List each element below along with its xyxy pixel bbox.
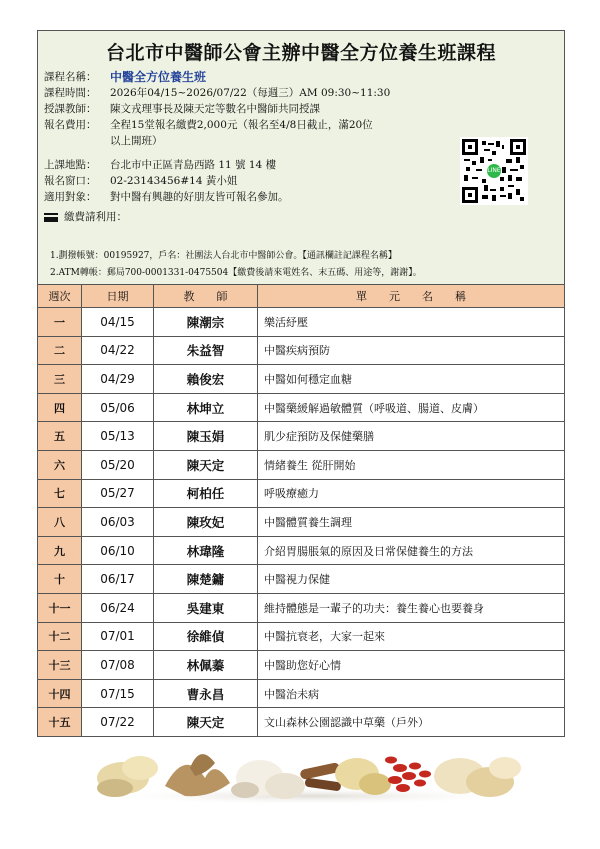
date-cell: 07/01 [82, 622, 154, 651]
place-label: 上課地點： [44, 159, 97, 171]
payment-line-1: 1.劃撥帳號：00195927，戶名：社團法人台北市中醫師公會。【通訊欄註記課程名稱】 [50, 251, 397, 261]
week-cell: 十二 [38, 622, 82, 651]
table-row [38, 365, 565, 394]
qr-finder-top-left [462, 139, 478, 155]
time-label: 課程時間： [44, 87, 97, 99]
table-row [38, 422, 565, 451]
qr-finder-bottom-left [462, 187, 478, 203]
table-row [38, 622, 565, 651]
table-row [38, 479, 565, 508]
qr-finder-top-right [510, 139, 526, 155]
teacher-cell: 陳玉娟 [154, 422, 258, 451]
table-row [38, 508, 565, 537]
table-row [38, 336, 565, 365]
teacher-cell: 林佩蓁 [154, 651, 258, 680]
week-cell: 九 [38, 536, 82, 565]
table-row [38, 308, 565, 337]
week-cell: 十五 [38, 708, 82, 737]
unit-cell: 中醫治未病 [258, 679, 565, 708]
card-icon [44, 213, 58, 222]
teacher-cell: 吳建東 [154, 593, 258, 622]
week-cell: 六 [38, 450, 82, 479]
herb-white-slices [231, 760, 305, 799]
line-logo-icon: LINE [487, 164, 501, 178]
course-time: 2026年04/15~2026/07/22（每週三）AM 09:30~11:30 [110, 87, 391, 99]
teacher-cell: 曹永昌 [154, 679, 258, 708]
teacher-cell: 陳潮宗 [154, 308, 258, 337]
teacher-cell: 徐維偵 [154, 622, 258, 651]
target-label: 適用對象： [44, 191, 97, 203]
week-cell: 二 [38, 336, 82, 365]
week-cell: 十一 [38, 593, 82, 622]
date-cell: 04/29 [82, 365, 154, 394]
contact-window: 02-23143456#14 黃小姐 [110, 175, 238, 187]
unit-cell: 中醫助您好心情 [258, 651, 565, 680]
header-teacher: 教 師 [154, 285, 258, 308]
unit-cell: 情緒養生 從肝開始 [258, 450, 565, 479]
teacher-cell: 朱益智 [154, 336, 258, 365]
payment-info [50, 248, 562, 282]
date-cell: 06/10 [82, 536, 154, 565]
date-cell: 07/22 [82, 708, 154, 737]
herbs-illustration [95, 738, 525, 804]
date-cell: 05/27 [82, 479, 154, 508]
week-cell: 五 [38, 422, 82, 451]
flyer [37, 30, 565, 737]
page-title: 台北市中醫師公會主辦中醫全方位養生班課程 [105, 42, 496, 64]
table-row [38, 593, 565, 622]
unit-cell: 中醫藥緩解過敏體質（呼吸道、腸道、皮膚） [258, 393, 565, 422]
teacher-cell: 柯柏任 [154, 479, 258, 508]
schedule-table [37, 284, 565, 737]
teacher-cell: 林坤立 [154, 393, 258, 422]
unit-cell: 介紹胃腸脹氣的原因及日常保健養生的方法 [258, 536, 565, 565]
header-unit: 單 元 名 稱 [258, 285, 565, 308]
date-cell: 05/06 [82, 393, 154, 422]
unit-cell: 中醫體質養生調理 [258, 508, 565, 537]
payment-title: 繳費請利用： [64, 211, 127, 223]
target-audience: 對中醫有興趣的好朋友皆可報名參加。 [110, 191, 289, 203]
unit-cell: 中醫視力保健 [258, 565, 565, 594]
payment-line-2: 2.ATM轉帳：郵局700-0001331-0475504【繳費後請來電姓名、末五碼、用途等，謝謝】。 [50, 268, 422, 278]
teacher-cell: 賴俊宏 [154, 365, 258, 394]
table-row [38, 651, 565, 680]
course-name-label: 課程名稱： [44, 71, 97, 83]
herb-slices-right [434, 757, 521, 797]
week-cell: 三 [38, 365, 82, 394]
table-row [38, 565, 565, 594]
table-row [38, 536, 565, 565]
date-cell: 05/13 [82, 422, 154, 451]
date-cell: 06/24 [82, 593, 154, 622]
teacher-label: 授課教師： [44, 103, 97, 115]
unit-cell: 肌少症預防及保健藥膳 [258, 422, 565, 451]
fee-line-2: 以上開班） [110, 135, 163, 147]
window-label: 報名窗口： [44, 175, 97, 187]
header-week: 週次 [38, 285, 82, 308]
table-row [38, 708, 565, 737]
week-cell: 十三 [38, 651, 82, 680]
herb-goji [385, 757, 431, 793]
unit-cell: 呼吸療癒力 [258, 479, 565, 508]
teacher-cell: 陳天定 [154, 708, 258, 737]
unit-cell: 樂活紓壓 [258, 308, 565, 337]
teacher-cell: 陳天定 [154, 450, 258, 479]
table-row [38, 450, 565, 479]
teacher-cell: 陳楚鏞 [154, 565, 258, 594]
unit-cell: 中醫抗衰老，大家一起來 [258, 622, 565, 651]
table-row [38, 679, 565, 708]
unit-cell: 文山森林公園認識中草藥（戶外） [258, 708, 565, 737]
date-cell: 06/03 [82, 508, 154, 537]
date-cell: 06/17 [82, 565, 154, 594]
week-cell: 四 [38, 393, 82, 422]
course-teacher: 陳文戎理事長及陳天定等數名中醫師共同授課 [110, 103, 320, 115]
unit-cell: 中醫疾病預防 [258, 336, 565, 365]
unit-cell: 維持體態是一輩子的功夫：養生養心也要養身 [258, 593, 565, 622]
line-qr-code[interactable] [460, 137, 528, 205]
table-header-row [38, 285, 565, 308]
teacher-cell: 林瑋隆 [154, 536, 258, 565]
week-cell: 八 [38, 508, 82, 537]
week-cell: 十 [38, 565, 82, 594]
date-cell: 07/15 [82, 679, 154, 708]
fee-line-1: 全程15堂報名繳費2,000元（報名至4/8日截止，滿20位 [110, 119, 373, 131]
header-date: 日期 [82, 285, 154, 308]
week-cell: 一 [38, 308, 82, 337]
teacher-cell: 陳玫妃 [154, 508, 258, 537]
course-place: 台北市中正區青島西路 11 號 14 樓 [110, 159, 277, 171]
course-name: 中醫全方位養生班 [110, 70, 207, 84]
date-cell: 05/20 [82, 450, 154, 479]
info-box [37, 30, 565, 285]
unit-cell: 中醫如何穩定血糖 [258, 365, 565, 394]
date-cell: 04/22 [82, 336, 154, 365]
date-cell: 04/15 [82, 308, 154, 337]
week-cell: 十四 [38, 679, 82, 708]
fee-label: 報名費用： [44, 119, 97, 131]
date-cell: 07/08 [82, 651, 154, 680]
week-cell: 七 [38, 479, 82, 508]
course-info [44, 69, 444, 225]
table-row [38, 393, 565, 422]
